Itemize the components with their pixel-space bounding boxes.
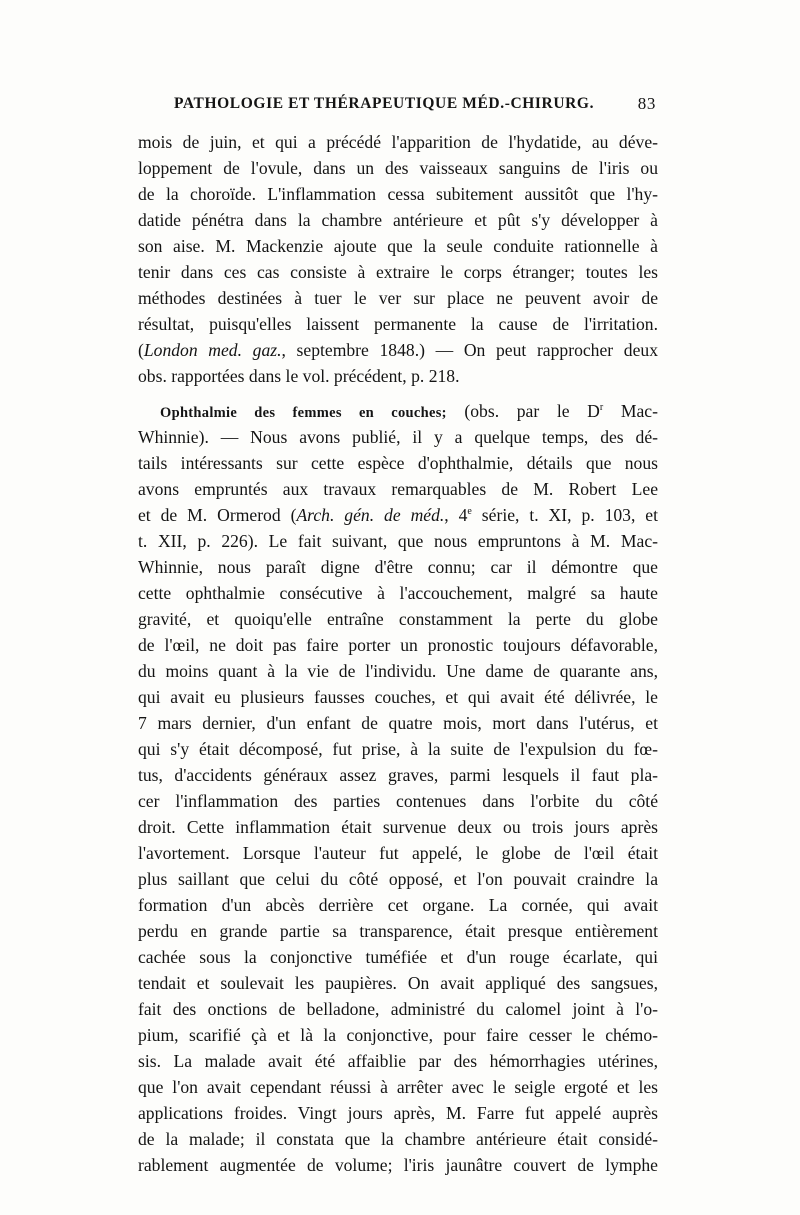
text-line: son aise. M. Mackenzie ajoute que la seule conduite rationnelle à <box>138 236 658 256</box>
text-line: perdu en grande partie sa transparence, était presque entièrement <box>138 921 658 941</box>
text-line: (London med. gaz., septembre 1848.) — On peut rapprocher deux <box>138 340 658 360</box>
running-title: PATHOLOGIE ET THÉRAPEUTIQUE MÉD.-CHIRURG. <box>174 95 595 112</box>
text-line <box>160 398 658 424</box>
text-span: , septembre 1848.) — On peut rapprocher deux <box>281 340 658 360</box>
superscript: e <box>467 506 472 518</box>
text-line: obs. rapportées dans le vol. précédent, p. 218. <box>138 366 460 386</box>
text-line: sis. La malade avait été affaiblie par des hémorrhagies utérines, <box>138 1051 658 1071</box>
text-line: que l'on avait cependant réussi à arrêter avec le seigle ergoté et les <box>138 1077 658 1097</box>
text-line: de la choroïde. L'inflammation cessa subitement aussitôt que l'hy- <box>138 184 658 204</box>
text-line: de l'œil, ne doit pas faire porter un pronostic toujours défavorable, <box>138 635 658 655</box>
text-line: tails intéressants sur cette espèce d'ophthalmie, détails que nous <box>138 453 658 473</box>
text-span: Mac- <box>603 401 658 421</box>
text-line: avons empruntés aux travaux remarquables de M. Robert Lee <box>138 479 658 499</box>
superscript: r <box>599 402 604 414</box>
text-line: Whinnie, nous paraît digne d'être connu; car il démontre que <box>138 557 658 577</box>
text-line: méthodes destinées à tuer le ver sur place ne peuvent avoir de <box>138 288 658 308</box>
text-line: plus saillant que celui du côté opposé, et l'on pouvait craindre la <box>138 869 658 889</box>
text-line: rablement augmentée de volume; l'iris jaunâtre couvert de lymphe <box>138 1155 658 1175</box>
text-line: applications froides. Vingt jours après, M. Farre fut appelé auprès <box>138 1103 658 1123</box>
text-line: mois de juin, et qui a précédé l'apparition de l'hydatide, au déve- <box>138 132 658 152</box>
text-line: tendait et soulevait les paupières. On avait appliqué des sangsues, <box>138 973 658 993</box>
text-line: cette ophthalmie consécutive à l'accouchement, malgré sa haute <box>138 583 658 603</box>
text-line: l'avortement. Lorsque l'auteur fut appelé, le globe de l'œil était <box>138 843 658 863</box>
text-line: gravité, et quoiqu'elle entraîne constamment la perte du globe <box>138 609 658 629</box>
text-line: t. XII, p. 226). Le fait suivant, que nous empruntons à M. Mac- <box>138 531 658 551</box>
text-line: du moins quant à la vie de l'individu. Une dame de quarante ans, <box>138 661 658 681</box>
text-line: de la malade; il constata que la chambre antérieure était considé- <box>138 1129 658 1149</box>
text-line: Whinnie). — Nous avons publié, il y a quelque temps, des dé- <box>138 427 658 447</box>
text-line: cer l'inflammation des parties contenues dans l'orbite du côté <box>138 791 658 811</box>
text-line: fait des onctions de belladone, administré du calomel joint à l'o- <box>138 999 658 1019</box>
section-heading: Ophthalmie des femmes en couches; <box>160 405 447 421</box>
text-span: et de M. Ormerod ( <box>138 505 297 525</box>
text-line: datide pénétra dans la chambre antérieure et pût s'y développer à <box>138 210 658 230</box>
text-line: tenir dans ces cas consiste à extraire le corps étranger; toutes les <box>138 262 658 282</box>
text-line: qui avait eu plusieurs fausses couches, et qui avait été délivrée, le <box>138 687 658 707</box>
journal-reference: London med. gaz. <box>143 340 282 360</box>
page-number: 83 <box>637 94 656 113</box>
text-line: qui s'y était décomposé, fut prise, à la suite de l'expulsion du fœ- <box>138 739 658 759</box>
text-span: , 4 <box>444 505 468 525</box>
text-line: droit. Cette inflammation était survenue deux ou trois jours après <box>138 817 658 837</box>
text-line: formation d'un abcès derrière cet organe. La cornée, qui avait <box>138 895 658 915</box>
text-span: série, t. XI, p. 103, et <box>471 505 658 525</box>
text-line: loppement de l'ovule, dans un des vaisseaux sanguins de l'iris ou <box>138 158 658 178</box>
text-line: résultat, puisqu'elles laissent permanente la cause de l'irritation. <box>138 314 658 334</box>
text-line: pium, scarifié çà et là la conjonctive, pour faire cesser le chémo- <box>138 1025 658 1045</box>
text-line: cachée sous la conjonctive tuméfiée et d'un rouge écarlate, qui <box>138 947 658 967</box>
running-header <box>174 95 656 121</box>
text-line <box>138 502 658 528</box>
text-line: 7 mars dernier, d'un enfant de quatre mois, mort dans l'utérus, et <box>138 713 658 733</box>
text-line: tus, d'accidents généraux assez graves, parmi lesquels il faut pla- <box>138 765 658 785</box>
journal-reference: Arch. gén. de méd. <box>296 505 445 525</box>
text-span: (obs. par le D <box>446 401 600 421</box>
